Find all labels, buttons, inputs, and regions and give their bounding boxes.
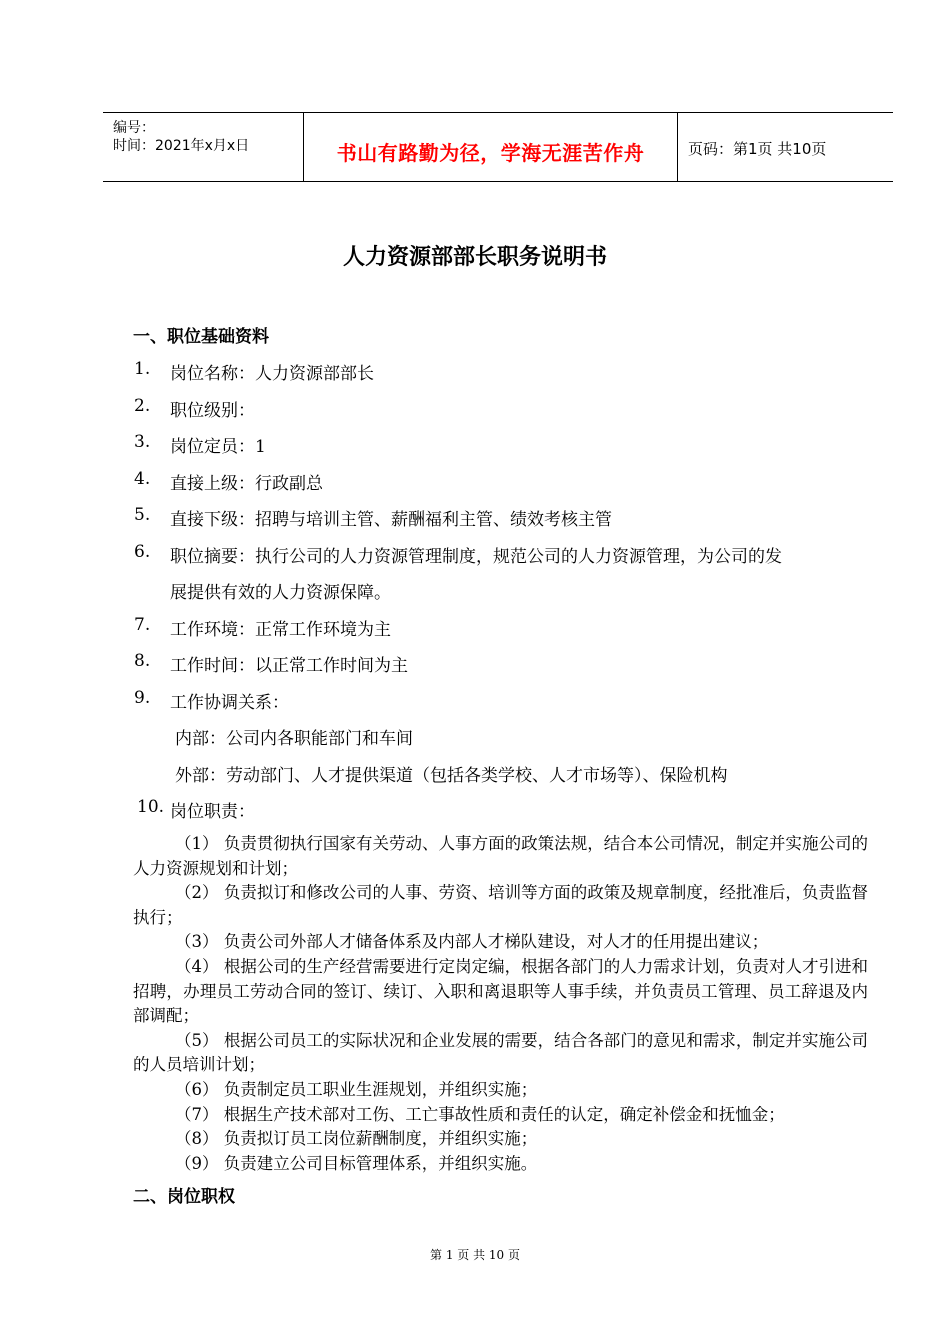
item-number: 9.	[134, 688, 151, 708]
item-number: 5.	[134, 505, 151, 525]
item-text: 工作环境：正常工作环境为主	[170, 620, 391, 640]
item-number: 3.	[134, 432, 151, 452]
header-info-cell	[103, 113, 304, 181]
item-number: 7.	[134, 615, 151, 635]
item-text: 工作协调关系：	[170, 693, 289, 713]
item-text: 岗位定员：1	[170, 437, 266, 457]
section-heading-authority: 二、岗位职权	[133, 1187, 235, 1207]
duty-item: （1） 负责贯彻执行国家有关劳动、人事方面的政策法规，结合本公司情况，制定并实施公司的人力资源规划和计划；	[133, 834, 868, 878]
item-text-continuation: 展提供有效的人力资源保障。	[170, 583, 391, 603]
item-text: 直接上级：行政副总	[170, 474, 323, 494]
item-text: 职位摘要：执行公司的人力资源管理制度，规范公司的人力资源管理，为公司的发	[170, 547, 782, 567]
item-number: 2.	[134, 396, 151, 416]
coordination-external: 外部：劳动部门、人才提供渠道（包括各类学校、人才市场等）、保险机构	[175, 766, 728, 786]
item-number: 8.	[134, 651, 151, 671]
document-time-label: 时间：2021年x月x日	[113, 138, 250, 154]
page-header	[103, 112, 893, 182]
item-text: 工作时间：以正常工作时间为主	[170, 656, 408, 676]
item-text: 岗位职责：	[170, 802, 255, 822]
header-page-number: 页码：第1页 共10页	[688, 140, 827, 158]
item-text: 直接下级：招聘与培训主管、薪酬福利主管、绩效考核主管	[170, 510, 612, 530]
item-number: 6.	[134, 542, 151, 562]
item-number: 4.	[134, 469, 151, 489]
duty-item: （9） 负责建立公司目标管理体系，并组织实施。	[175, 1153, 538, 1173]
document-number-label: 编号：	[113, 120, 155, 136]
duty-item: （2） 负责拟订和修改公司的人事、劳资、培训等方面的政策及规章制度，经批准后，负责监督执行；	[133, 883, 868, 927]
duty-item: （7） 根据生产技术部对工伤、工亡事故性质和责任的认定，确定补偿金和抚恤金；	[175, 1104, 785, 1124]
header-motto-cell	[304, 113, 678, 181]
item-text: 职位级别：	[170, 401, 255, 421]
coordination-internal: 内部：公司内各职能部门和车间	[175, 729, 413, 749]
duty-item: （6） 负责制定员工职业生涯规划，并组织实施；	[175, 1079, 538, 1099]
document-title: 人力资源部部长职务说明书	[342, 245, 607, 270]
duties-list	[133, 832, 868, 1176]
section-heading-basic-info: 一、职位基础资料	[133, 327, 269, 347]
duty-item: （5） 根据公司员工的实际状况和企业发展的需要，结合各部门的意见和需求，制定并实施公司的人员培训计划；	[133, 1030, 868, 1075]
item-number: 1.	[134, 359, 151, 379]
page-footer: 第 1 页 共 10 页	[430, 1248, 520, 1262]
duty-item: （3） 负责公司外部人才储备体系及内部人才梯队建设，对人才的任用提出建议；	[175, 932, 769, 952]
duty-item: （8） 负责拟订员工岗位薪酬制度，并组织实施；	[175, 1129, 538, 1149]
duty-item: （4） 根据公司的生产经营需要进行定岗定编，根据各部门的人力需求计划，负责对人才引进和招聘，办理员工劳动合同的签订、续订、入职和离退职等人事手续，并负责员工管理、员工辞退及内部调配；	[133, 956, 868, 1026]
header-motto: 书山有路勤为径，学海无涯苦作舟	[336, 141, 645, 165]
item-number: 10.	[137, 797, 165, 817]
header-page-cell	[678, 113, 893, 181]
item-text: 岗位名称：人力资源部部长	[170, 364, 374, 384]
